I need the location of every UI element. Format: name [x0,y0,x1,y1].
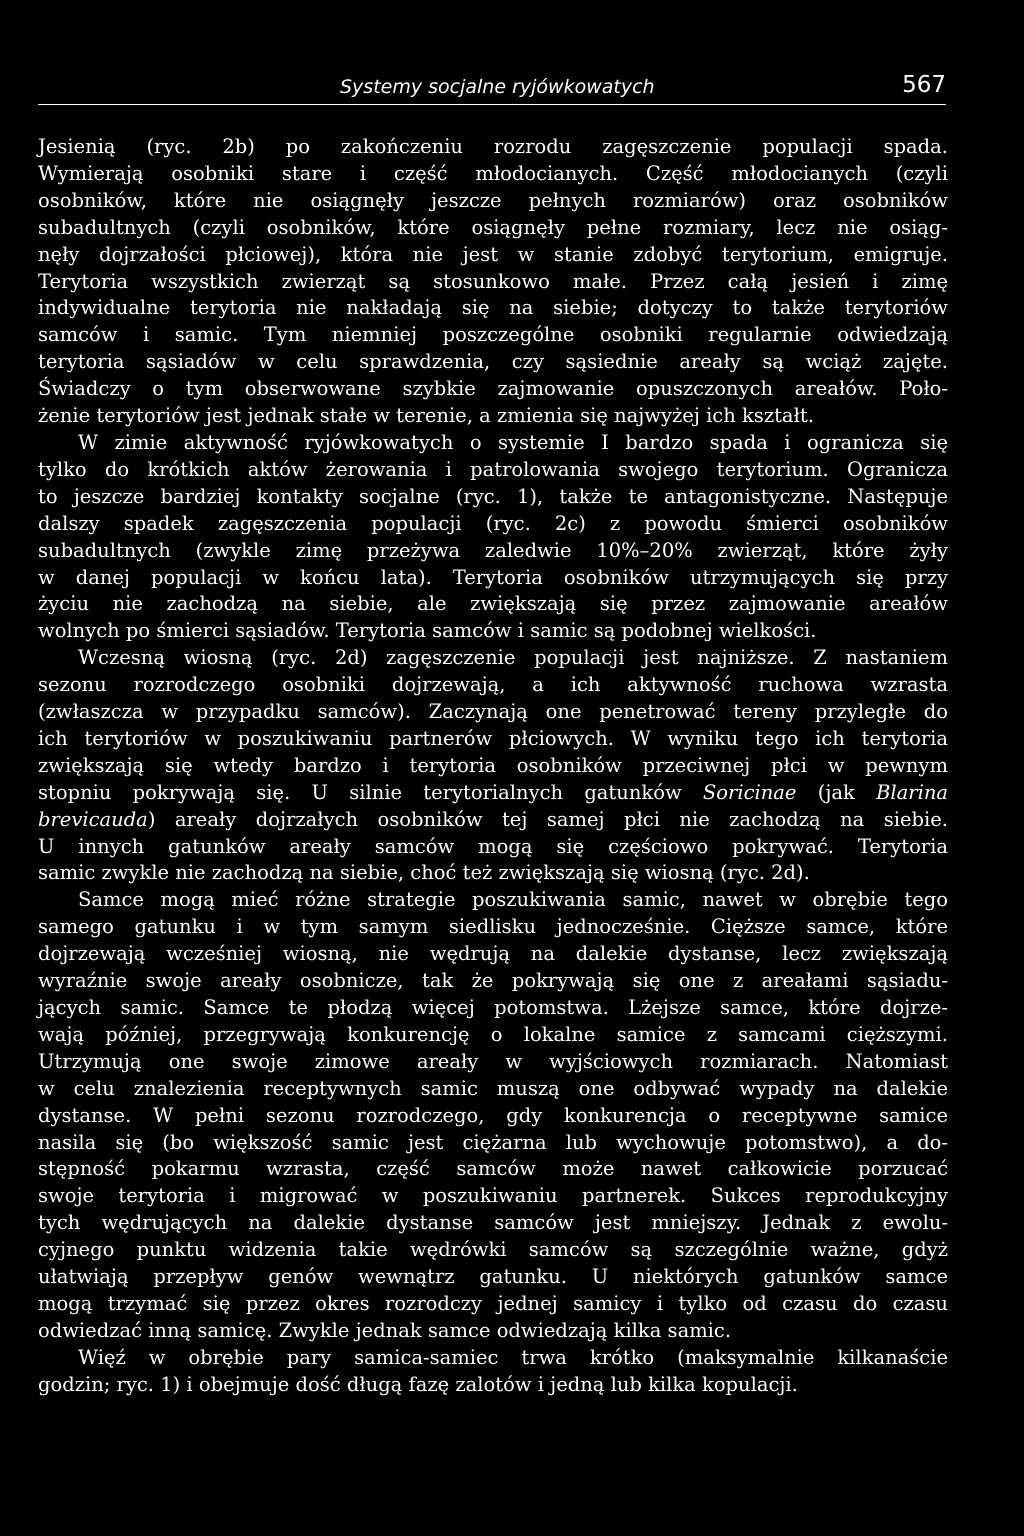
text-line: Świadczy o tym obserwowane szybkie zajmowanie opuszczonych areałów. Poło- [38,377,948,401]
paragraph [38,887,948,1344]
text-line: zwiększają się wtedy bardzo i terytoria osobników przeciwnej płci w pewnym [38,753,948,777]
text-line: jących samic. Samce te płodzą więcej potomstwa. Lżejsze samce, które dojrze- [38,996,948,1019]
text-line: Samce mogą mieć różne strategie poszukiwania samic, nawet w obrębie tego [78,888,948,912]
text-line: swoje terytoria i migrować w poszukiwaniu partnerek. Sukces reprodukcyjny [38,1184,948,1208]
text-line: ich terytoriów w poszukiwaniu partnerów płciowych. W wyniku tego ich terytoria [38,726,948,750]
text-line: dalszy spadek zagęszczenia populacji (ryc. 2c) z powodu śmierci osobników [38,511,948,535]
text-line: Więź w obrębie pary samica-samiec trwa krótko (maksymalnie kilkanaście [78,1345,948,1369]
text-line: U innych gatunków areały samców mogą się częściowo pokrywać. Terytoria [38,834,948,858]
running-title: Systemy socjalne ryjówkowatych [340,76,655,98]
text-line: dystanse. W pełni sezonu rozrodczego, gdy konkurencja o receptywne samice [38,1103,948,1127]
text-line: Utrzymują one swoje zimowe areały w wyjściowych rozmiarach. Natomiast [38,1049,948,1073]
text-line: Wymierają osobniki stare i część młodocianych. Część młodocianych (czyli [38,161,948,185]
text-line: subadultnych (czyli osobników, które osiągnęły pełne rozmiary, lecz nie osiąg- [38,215,948,239]
text-line: nęły dojrzałości płciowej), która nie jest w stanie zdobyć terytorium, emigruje. [38,242,948,266]
text-line: życiu nie zachodzą na siebie, ale zwiększają się przez zajmowanie areałów [38,592,948,616]
text-line: odwiedzać inną samicę. Zwykle jednak samce odwiedzają kilka samic. [38,1318,732,1342]
text-line: brevicauda) areały dojrzałych osobników tej samej płci nie zachodzą na siebie. [38,807,948,831]
text-line: tych wędrujących na dalekie dystanse samców jest mniejszy. Jednak z ewolu- [38,1211,948,1235]
text-line: Terytoria wszystkich zwierząt są stosunkowo małe. Przez całą jesień i zimę [38,269,948,293]
paragraph [38,430,948,645]
text-line: godzin; ryc. 1) i obejmuje dość długą fazę zalotów i jedną lub kilka kopulacji. [38,1372,798,1396]
text-line: stępność pokarmu wzrasta, część samców może nawet całkowicie porzucać [38,1157,948,1181]
text-line: wają później, przegrywają konkurencję o lokalne samice z samcami cięższymi. [38,1022,948,1046]
body-text [38,134,948,1399]
text-line: w danej populacji w końcu lata). Terytoria osobników utrzymujących się przy [38,565,948,589]
text-line: samego gatunku i w tym samym siedlisku jednocześnie. Cięższe samce, które [38,915,948,939]
paragraph [38,1345,948,1399]
text-line: w celu znalezienia receptywnych samic muszą one odbywać wypady na dalekie [38,1076,948,1100]
text-line: dojrzewają wcześniej wiosną, nie wędrują na dalekie dystanse, lecz zwiększają [38,942,948,966]
text-line: ułatwiają przepływ genów wewnątrz gatunku. U niektórych gatunków samce [38,1265,948,1289]
text-line: subadultnych (zwykle zimę przeżywa zaledwie 10%–20% zwierząt, które żyły [38,538,948,562]
text-line: sezonu rozrodczego osobniki dojrzewają, a ich aktywność ruchowa wzrasta [38,673,948,697]
text-line: Jesienią (ryc. 2b) po zakończeniu rozrodu zagęszczenie populacji spada. [38,135,948,158]
text-line: samic zwykle nie zachodzą na siebie, choć też zwiększają się wiosną (ryc. 2d). [38,861,810,885]
text-line: W zimie aktywność ryjówkowatych o systemie I bardzo spada i ogranicza się [78,430,948,454]
text-line: terytoria sąsiadów w celu sprawdzenia, czy sąsiednie areały są wciąż zajęte. [38,350,948,374]
text-line: cyjnego punktu widzenia takie wędrówki samców są szczególnie ważne, gdyż [38,1238,948,1262]
text-line: Wczesną wiosną (ryc. 2d) zagęszczenie populacji jest najniższe. Z nastaniem [78,646,948,670]
text-line: wyraźnie swoje areały osobnicze, tak że pokrywają się one z areałami sąsiadu- [38,969,948,993]
page-header [38,72,946,105]
text-line: stopniu pokrywają się. U silnie terytorialnych gatunków Soricinae (jak Blarina [38,780,949,804]
text-line: wolnych po śmierci sąsiadów. Terytoria samców i samic są podobnej wielkości. [38,619,817,643]
paragraph [38,645,948,887]
text-line: mogą trzymać się przez okres rozrodczy jednej samicy i tylko od czasu do czasu [38,1291,948,1315]
text-line: osobników, które nie osiągnęły jeszcze pełnych rozmiarów) oraz osobników [38,188,948,212]
text-line: tylko do krótkich aktów żerowania i patrolowania swojego terytorium. Ogranicza [38,457,948,481]
text-line: (zwłaszcza w przypadku samców). Zaczynają one penetrować tereny przyległe do [38,700,948,724]
paragraph [38,134,948,430]
text-line: żenie terytoriów jest jednak stałe w terenie, a zmienia się najwyżej ich kształt. [38,404,814,428]
text-line: nasila się (bo większość samic jest ciężarna lub wychowuje potomstwo), a do- [38,1130,948,1154]
text-line: indywidualne terytoria nie nakładają się na siebie; dotyczy to także terytoriów [38,296,948,320]
text-line: samców i samic. Tym niemniej poszczególne osobniki regularnie odwiedzają [38,323,948,347]
text-line: to jeszcze bardziej kontakty socjalne (ryc. 1), także te antagonistyczne. Następuje [38,484,948,508]
page-number: 567 [902,72,946,98]
